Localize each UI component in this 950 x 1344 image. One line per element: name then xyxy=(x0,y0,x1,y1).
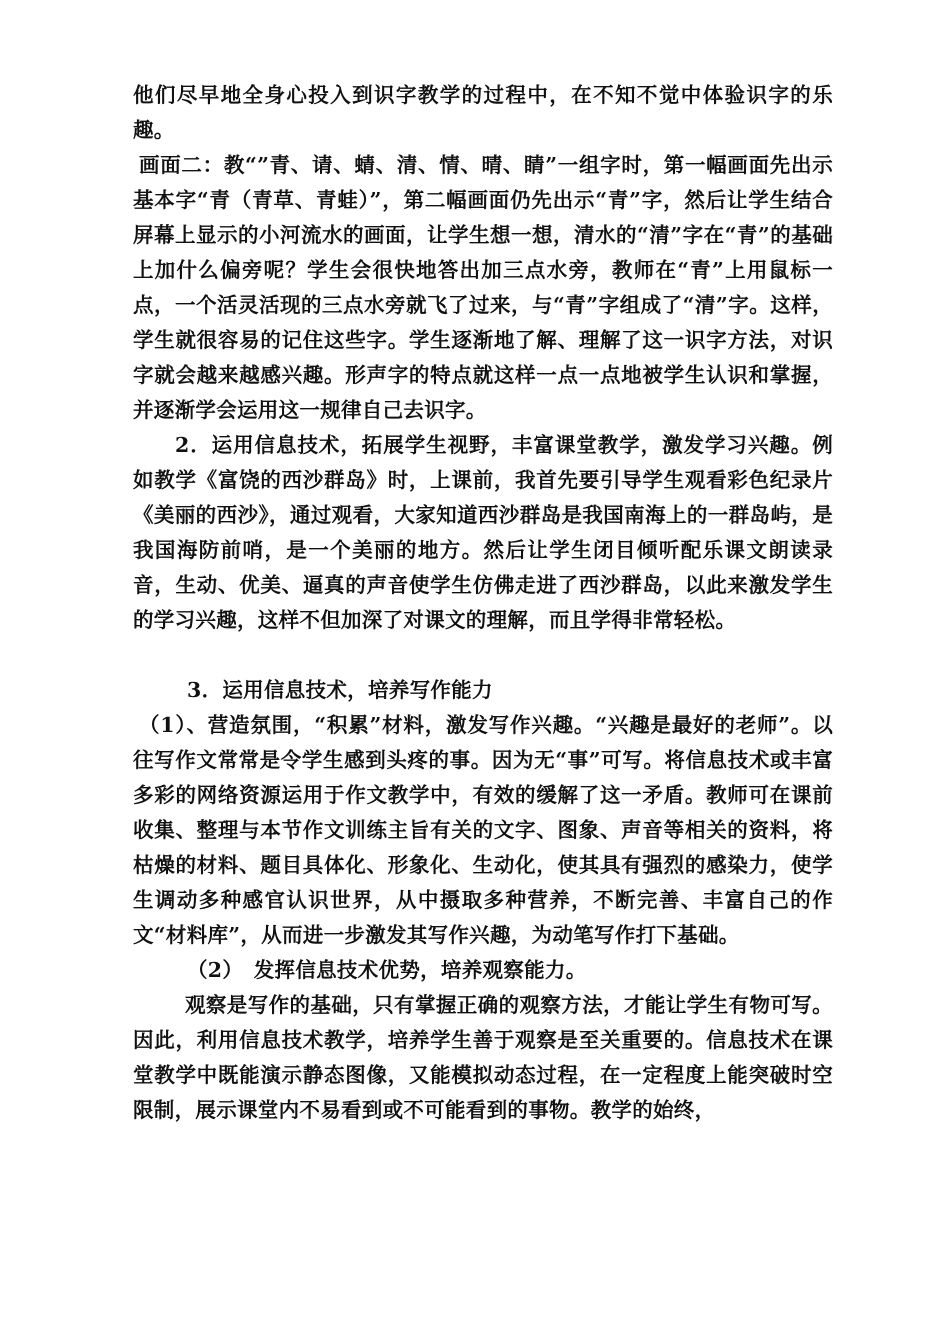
paragraph-picture-two: 画面二：教“”青、请、蜻、清、情、晴、睛”一组字时，第一幅画面先出示基本字“青（青草、青蛙）”，第二幅画面仍先出示“青”字，然后让学生结合屏幕上显示的小河流水的画面，让学生想一想，清水的“清”字在“青”的基础上加什么偏旁呢？学生会很快地答出加三点水旁，教师在“青”上用鼠标一点，一个活灵活现的三点水旁就飞了过来，与“青”字组成了“清”字。这样，学生就很容易的记住这些字。学生逐渐地了解、理解了这一识字方法，对识字就会越来越感兴趣。形声字的特点就这样一点一点地被学生认识和掌握，并逐渐学会运用这一规律自己去识字。 xyxy=(133,153,833,422)
subheading-2: （2） 发挥信息技术优势，培养观察能力。 xyxy=(187,958,587,982)
paragraph-observation: 观察是写作的基础，只有掌握正确的观察方法，才能让学生有物可写。因此，利用信息技术教学，培养学生善于观察是至关重要的。信息技术在课堂教学中既能演示静态图像，又能模拟动态过程，在一定程度上能突破时空限制，展示课堂内不易看到或不可能看到的事物。教学的始终， xyxy=(133,993,833,1122)
document-page xyxy=(133,78,833,1128)
paragraph-subpoint-1: （1）、营造氛围，“积累”材料，激发写作兴趣。“兴趣是最好的老师”。以往写作文常常是令学生感到头疼的事。因为无“事”可写。将信息技术或丰富多彩的网络资源运用于作文教学中，有效的缓解了这一矛盾。教师可在课前收集、整理与本节作文训练主旨有关的文字、图象、声音等相关的资料，将枯燥的材料、题目具体化、形象化、生动化，使其具有强烈的感染力，使学生调动多种感官认识世界，从中摄取多种营养，不断完善、丰富自己的作文“材料库”，从而进一步激发其写作兴趣，为动笔写作打下基础。 xyxy=(133,713,833,947)
paragraph-point-2: 2．运用信息技术，拓展学生视野，丰富课堂教学，激发学习兴趣。例如教学《富饶的西沙群岛》时，上课前，我首先要引导学生观看彩色纪录片《美丽的西沙》，通过观看，大家知道西沙群岛是我国南海上的一群岛屿，是我国海防前哨，是一个美丽的地方。然后让学生闭目倾听配乐课文朗读录音，生动、优美、逼真的声音使学生仿佛走进了西沙群岛，以此来激发学生的学习兴趣，这样不但加深了对课文的理解，而且学得非常轻松。 xyxy=(133,433,833,632)
paragraph-gap xyxy=(133,638,833,673)
paragraph-continuation: 他们尽早地全身心投入到识字教学的过程中，在不知不觉中体验识字的乐趣。 xyxy=(133,83,833,142)
section-heading-3: 3．运用信息技术，培养写作能力 xyxy=(187,678,493,702)
